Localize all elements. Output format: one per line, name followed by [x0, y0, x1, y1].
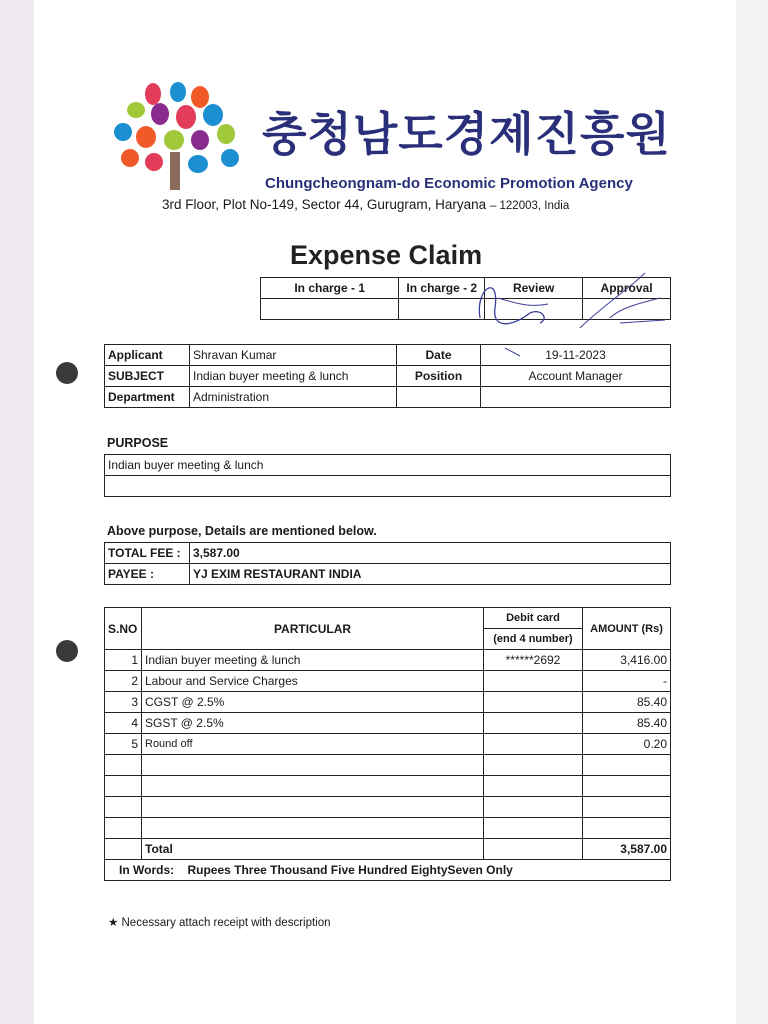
purpose-text: Indian buyer meeting & lunch [105, 455, 671, 476]
row-particular: Labour and Service Charges [142, 671, 484, 692]
footnote: ★ Necessary attach receipt with description [108, 917, 331, 929]
address-suffix: – 122003, India [489, 200, 570, 212]
payee-value: YJ EXIM RESTAURANT INDIA [190, 564, 671, 585]
expense-table [104, 607, 671, 881]
applicant-value: Shravan Kumar [190, 345, 397, 366]
paper-edge [0, 0, 34, 1024]
details-table [104, 542, 671, 585]
row-particular: SGST @ 2.5% [142, 713, 484, 734]
in-words-value: Rupees Three Thousand Five Hundred EightySeven Only [187, 863, 513, 877]
empty-cell [481, 387, 671, 408]
purpose-blank-line [105, 476, 671, 497]
details-intro: Above purpose, Details are mentioned below. [107, 524, 377, 538]
total-label: Total [142, 839, 484, 860]
empty-row [105, 755, 671, 776]
purpose-label: PURPOSE [107, 436, 169, 450]
in-words-label: In Words: [119, 863, 175, 877]
applicant-info-table [104, 344, 671, 408]
org-name-english: Chungcheongnam-do Economic Promotion Agency [265, 175, 633, 192]
purpose-table [104, 454, 671, 497]
approval-header: In charge - 1 [261, 278, 399, 299]
date-value: 19-11-2023 [481, 345, 671, 366]
row-amount: - [583, 671, 671, 692]
table-row [105, 734, 671, 755]
row-particular: Indian buyer meeting & lunch [142, 650, 484, 671]
empty-row [105, 797, 671, 818]
total-fee-value: 3,587.00 [190, 543, 671, 564]
col-header-particular: PARTICULAR [142, 608, 484, 650]
position-label: Position [397, 366, 481, 387]
table-row [105, 671, 671, 692]
approval-header: Approval [583, 278, 671, 299]
table-row [105, 692, 671, 713]
col-header-debit: Debit card [484, 608, 583, 629]
agency-logo [108, 82, 248, 192]
total-fee-label: TOTAL FEE : [105, 543, 190, 564]
col-header-debit-sub: (end 4 number) [484, 629, 583, 650]
table-row [105, 713, 671, 734]
row-sno: 2 [105, 671, 142, 692]
punch-hole [56, 640, 78, 662]
col-header-sno: S.NO [105, 608, 142, 650]
table-row [105, 650, 671, 671]
row-sno: 4 [105, 713, 142, 734]
row-amount: 85.40 [583, 692, 671, 713]
row-sno: 3 [105, 692, 142, 713]
row-particular: CGST @ 2.5% [142, 692, 484, 713]
empty-row [105, 818, 671, 839]
payee-label: PAYEE : [105, 564, 190, 585]
subject-label: SUBJECT [105, 366, 190, 387]
org-name-korean: 충청남도경제진흥원 [262, 107, 671, 161]
row-sno: 1 [105, 650, 142, 671]
row-card [484, 692, 583, 713]
row-card: ******2692 [484, 650, 583, 671]
row-card [484, 713, 583, 734]
department-value: Administration [190, 387, 397, 408]
in-words-row [105, 860, 671, 881]
org-address [162, 197, 569, 212]
row-card [484, 734, 583, 755]
total-row [105, 839, 671, 860]
page-title: Expense Claim [290, 240, 483, 270]
row-amount: 3,416.00 [583, 650, 671, 671]
empty-cell [105, 839, 142, 860]
address-main: 3rd Floor, Plot No-149, Sector 44, Gurugram, Haryana [162, 197, 487, 212]
position-value: Account Manager [481, 366, 671, 387]
empty-row [105, 776, 671, 797]
approval-sign-cell [261, 299, 399, 320]
applicant-label: Applicant [105, 345, 190, 366]
row-card [484, 671, 583, 692]
date-label: Date [397, 345, 481, 366]
department-label: Department [105, 387, 190, 408]
punch-hole [56, 362, 78, 384]
empty-cell [397, 387, 481, 408]
subject-value: Indian buyer meeting & lunch [190, 366, 397, 387]
approval-header: In charge - 2 [399, 278, 485, 299]
row-particular: Round off [142, 734, 484, 755]
row-amount: 85.40 [583, 713, 671, 734]
approval-header: Review [485, 278, 583, 299]
in-words-cell [105, 860, 671, 881]
row-sno: 5 [105, 734, 142, 755]
col-header-amount: AMOUNT (Rs) [583, 608, 671, 650]
row-amount: 0.20 [583, 734, 671, 755]
empty-cell [484, 839, 583, 860]
total-value: 3,587.00 [583, 839, 671, 860]
